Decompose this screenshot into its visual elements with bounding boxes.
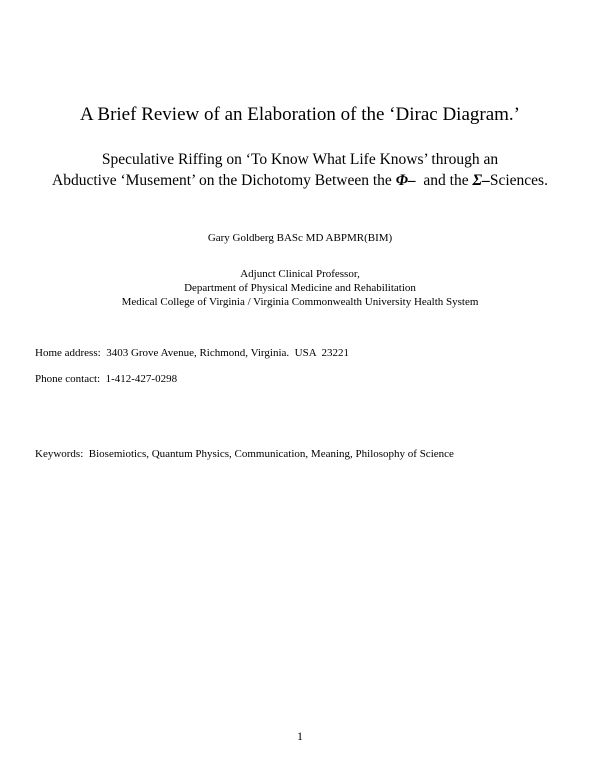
affiliation-department: Department of Physical Medicine and Rehabilitation (184, 282, 416, 294)
home-address-value: 3403 Grove Avenue, Richmond, Virginia. USA 23221 (106, 347, 350, 359)
keywords (35, 447, 454, 461)
phone-contact (35, 372, 177, 386)
page-number: 1 (297, 729, 303, 743)
home-address (35, 346, 349, 360)
affiliation-title: Adjunct Clinical Professor, (240, 268, 360, 280)
keywords-label: Keywords: (35, 448, 84, 460)
subtitle-line-1: Speculative Riffing on ‘To Know What Life Knows’ through an (101, 151, 499, 168)
subtitle-line-2-start: Abductive ‘Musement’ on the Dichotomy Between the (52, 172, 396, 189)
phone-contact-value: 1-412-427-0298 (105, 373, 178, 385)
subtitle-line-2-end: Sciences. (489, 172, 548, 189)
author-name: Gary Goldberg BASc MD ABPMR(BIM) (207, 232, 393, 244)
paper-title: A Brief Review of an Elaboration of the ‘Dirac Diagram.’ (79, 104, 520, 125)
phone-contact-label: Phone contact: (35, 373, 101, 385)
affiliation-institution: Medical College of Virginia / Virginia Commonwealth University Health System (121, 296, 479, 308)
keywords-value: Biosemiotics, Quantum Physics, Communication, Meaning, Philosophy of Science (88, 448, 454, 460)
home-address-label: Home address: (35, 347, 101, 359)
subtitle-line-2-middle: and the (415, 172, 473, 189)
subtitle-line-2 (0, 171, 600, 190)
sigma-symbol: Σ– (472, 172, 490, 189)
phi-symbol: Φ– (395, 172, 416, 189)
